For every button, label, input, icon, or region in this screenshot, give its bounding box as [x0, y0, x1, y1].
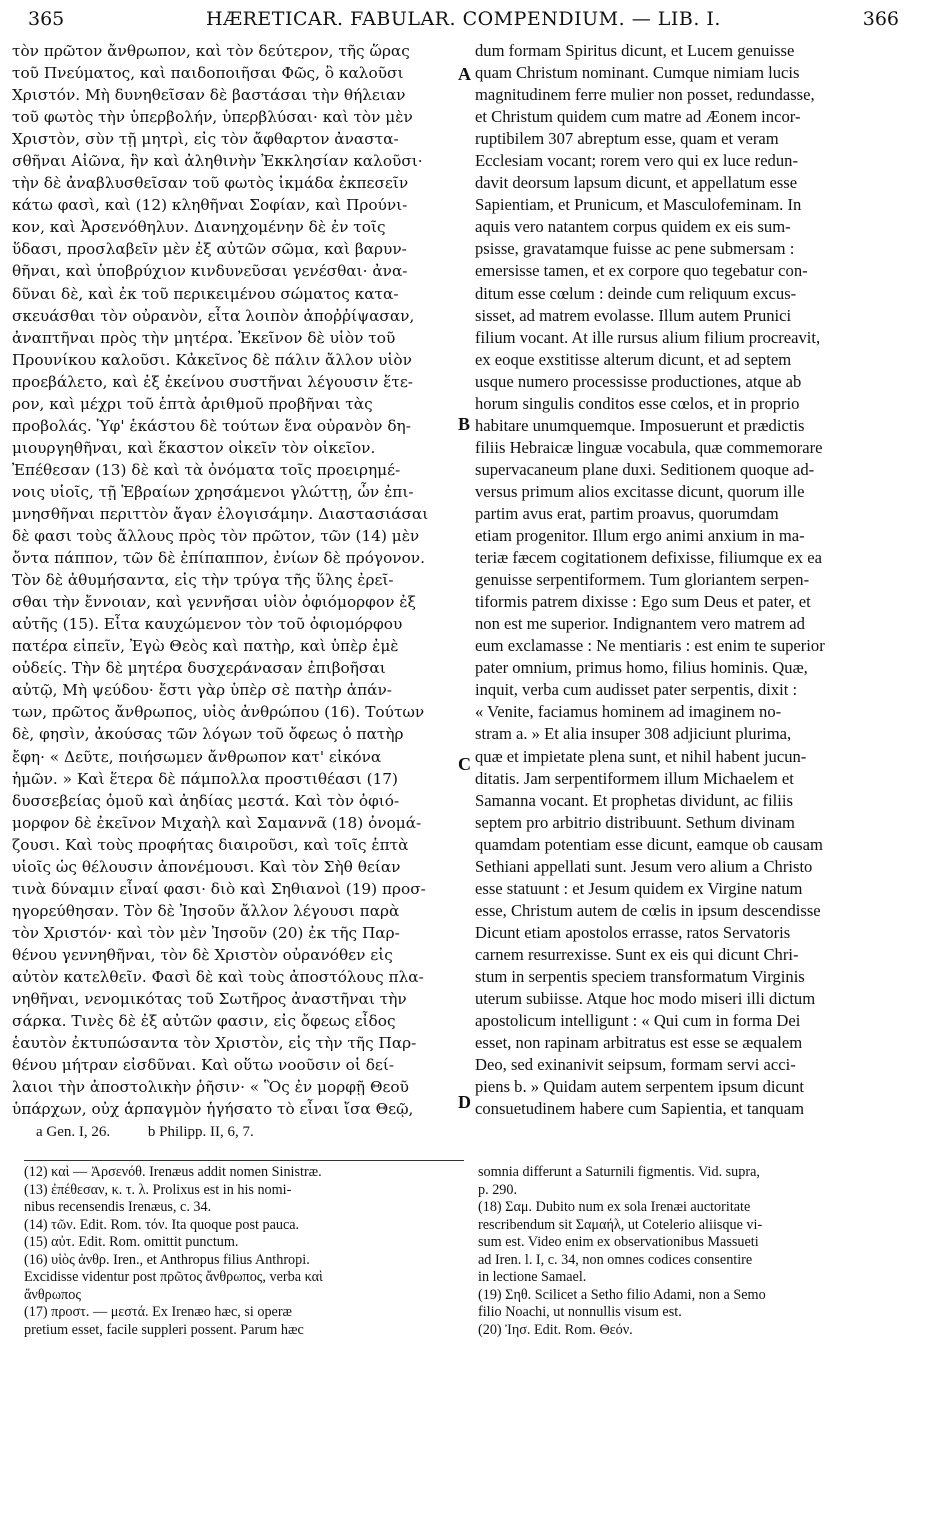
greek-text-line: οὐδείς. Τὴν δὲ μητέρα δυσχεράνασαν ἐπιβοῆσαι — [12, 659, 386, 678]
note-line: somnia differunt a Saturnili figmentis. Vid. supra, — [478, 1164, 760, 1180]
latin-text-line: davit deorsum lapsum dicunt, et appellatum esse — [475, 173, 798, 193]
greek-text-line: μνησθῆναι περιττὸν ἄγαν ἐλογισάμην. Διαστασιάσαι — [12, 504, 429, 523]
note-line: ἄνθρωπος — [24, 1286, 81, 1303]
note-line: rescribendum sit Σαμαήλ, ut Cotelerio aliisque vi- — [478, 1216, 763, 1233]
greek-text-line: νηθῆναι, νενομικότας τοῦ Σωτῆρος ἀναστῆναι τὴν — [12, 990, 407, 1009]
latin-text-line: esse statuunt : et Jesum quidem ex Virgine natum — [475, 878, 803, 898]
greek-text-line: θένου μήτραν εἰσδῦναι. Καὶ οὕτω νοοῦσιν οἱ δεί- — [12, 1056, 394, 1075]
note-line: sum est. Video enim ex observationibus Massueti — [478, 1234, 759, 1250]
latin-text-line: ruptibilem 307 abreptum esse, quam et veram — [475, 129, 779, 149]
latin-text-line: partim avus erat, partim proavus, quorumdam — [475, 503, 779, 523]
margin-marker-b: B — [458, 414, 471, 434]
greek-text-line: ἀναπτῆναι πρὸς τὴν μητέρα. Ἐκεῖνον δὲ υἱὸν τοῦ — [12, 328, 396, 347]
greek-text-line: ὑπάρχων, οὐχ ἁρπαγμὸν ἡγήσατο τὸ εἶναι ἴσα Θεῷ, — [12, 1100, 414, 1119]
latin-text-line: quam Christum nominant. Cumque nimiam lucis — [475, 63, 800, 83]
latin-text-line: piens b. » Quidam autem serpentem ipsum dicunt — [475, 1077, 805, 1097]
greek-text-line: τινὰ δύναμιν εἶναί φασι· διὸ καὶ Σηθιανοὶ (19) προσ- — [12, 879, 426, 898]
latin-text-line: filiis Hebraicæ linguæ vocabula, quæ commemorare — [475, 437, 823, 457]
greek-text-line: σθῆναι Αἰῶνα, ἣν καὶ ἀληθινὴν Ἐκκλησίαν καλοῦσι· — [12, 152, 423, 171]
latin-text-line: carnem resurrexisse. Sunt ex eis qui dicunt Chri- — [475, 944, 799, 964]
note-line: (14) τῶν. Edit. Rom. τόν. Ita quoque post pauca. — [24, 1216, 300, 1233]
footnote-ref-a: a Gen. I, 26. — [36, 1124, 111, 1140]
latin-text-line: ditatis. Jam serpentiformem illum Michaelem et — [475, 768, 794, 788]
greek-text-line: ηγορεύθησαν. Τὸν δὲ Ἰησοῦν ἄλλον λέγουσι παρὰ — [12, 901, 400, 920]
greek-text-column — [12, 40, 466, 1120]
latin-text-line: septem pro arbitrio distribuunt. Sethum divinam — [475, 812, 795, 832]
greek-text-line: Ἐπέθεσαν (13) δὲ καὶ τὰ ὀνόματα τοῖς προειρημέ- — [12, 460, 401, 479]
greek-text-line: νοις υἱοῖς, τῇ Ἑβραίων χρησάμενοι γλώττῃ, ὧν ἐπι- — [12, 482, 414, 501]
greek-text-line: αὐτῷ, Μὴ ψεύδου· ἔστι γὰρ ὑπὲρ σὲ πατὴρ ἁπάν- — [12, 681, 392, 700]
latin-text-line: versus primum alios excitasse dicunt, quorum ille — [475, 481, 805, 501]
greek-text-line: τοῦ φωτὸς τὴν ὑπερβολήν, ὑπερβλύσαι· καὶ τὸν μὲν — [12, 108, 413, 127]
latin-text-column — [475, 40, 915, 1120]
latin-text-line: Sapientiam, et Prunicum, et Masculofeminam. In — [475, 195, 802, 215]
greek-text-line: Τὸν δὲ ἀθυμήσαντα, εἰς τὴν τρύγα τῆς ὕλης ἐρεῖ- — [12, 571, 394, 590]
greek-text-line: πατέρα εἰπεῖν, Ἐγὼ Θεὸς καὶ πατὴρ, καὶ ὑπὲρ ἐμὲ — [12, 637, 399, 656]
latin-text-line: stum in serpentis speciem transformatum Virginis — [475, 966, 805, 986]
margin-marker-a: A — [458, 64, 471, 84]
latin-text-line: habitare unumquemque. Imposuerunt et prædictis — [475, 415, 805, 435]
latin-text-line: quæ et impietate plena sunt, et nihil habent jucun- — [475, 746, 807, 766]
greek-text-line: μορφον δὲ ἐκεῖνον Μιχαὴλ καὶ Σαμαννᾶ (18) ὀνομά- — [12, 813, 422, 832]
greek-text-line: ἔφη· « Δεῦτε, ποιήσωμεν ἄνθρωπον κατ' εἰκόνα — [12, 747, 382, 766]
greek-text-line: σάρκα. Τινὲς δὲ ἐξ αὐτῶν φασιν, εἰς ὄφεως εἶδος — [12, 1012, 396, 1031]
latin-text-line: apostolicum intelligunt : « Qui cum in forma Dei — [475, 1011, 801, 1031]
note-line: (17) προστ. — μεστά. Ex Irenæo hæc, si operæ — [24, 1304, 293, 1320]
greek-text-line: σκευάσθαι τὸν οὐρανὸν, εἶτα λοιπὸν ἀποῤῥίψασαν, — [12, 306, 415, 325]
latin-text-line: Deo, sed exinanivit seipsum, formam servi acci- — [475, 1055, 796, 1075]
latin-text-line: pater omnium, primus homo, filius hominis. Quæ, — [475, 658, 808, 678]
footnote-ref-b: b Philipp. II, 6, 7. — [147, 1124, 254, 1140]
right-page-number: 366 — [862, 8, 899, 30]
editorial-notes-right — [478, 1164, 918, 1339]
latin-text-line: Ecclesiam vocant; rorem vero qui ex luce redun- — [475, 151, 798, 171]
greek-text-line: αὐτὸν κατελθεῖν. Φασὶ δὲ καὶ τοὺς ἀποστόλους πλα- — [12, 967, 424, 986]
latin-text-line: genuisse serpentiformem. Tum gloriantem serpen- — [475, 570, 810, 590]
greek-text-line: τὸν Χριστόν· καὶ τὸν μὲν Ἰησοῦν (20) ἐκ τῆς Παρ- — [12, 923, 400, 942]
greek-text-line: προβολάς. Ὑφ' ἑκάστου δὲ τούτων ἕνα οὐρανὸν δη- — [12, 416, 411, 435]
latin-text-line: teriæ fæcem cogitationem defixisse, filiumque ex ea — [475, 548, 822, 568]
latin-text-line: « Venite, faciamus hominem ad imaginem no- — [475, 702, 782, 722]
note-line: Excidisse videntur post πρῶτος ἄνθρωπος, verba καὶ — [24, 1269, 323, 1285]
latin-text-line: filium vocant. At ille rursus alium filium procreavit, — [475, 327, 821, 347]
note-line: ad Iren. l. I, c. 34, non omnes codices consentire — [478, 1251, 753, 1268]
note-line: (19) Σηθ. Scilicet a Setho filio Adami, non a Semo — [478, 1286, 766, 1303]
greek-text-line: Χριστὸν, σὺν τῇ μητρὶ, εἰς τὸν ἄφθαρτον ἀναστα- — [12, 130, 399, 149]
latin-text-line: psisse, gravatamque fuisse ac pene submersam : — [475, 239, 795, 259]
note-line: (20) Ἰησ. Edit. Rom. Θεόν. — [478, 1321, 633, 1338]
greek-text-line: ἡμῶν. » Καὶ ἕτερα δὲ πάμπολλα προστιθέασι (17) — [12, 769, 398, 788]
latin-text-line: Samanna vocant. Et prophetas dividunt, ac filiis — [475, 790, 793, 810]
note-line: (13) ἐπέθεσαν, κ. τ. λ. Prolixus est in his nomi- — [24, 1181, 292, 1198]
latin-text-line: supervacaneum plane duxi. Seditionem quoque ad- — [475, 459, 815, 479]
editorial-notes-left — [24, 1164, 464, 1339]
greek-text-line: θῆναι, καὶ ὑποβρύχιον κινδυνεῦσαι γενέσθαι· ἀνα- — [12, 262, 408, 281]
latin-text-line: eum exclamasse : Ne mentiaris : est enim te superior — [475, 636, 825, 656]
note-line: filio Noachi, ut nonnullis visum est. — [478, 1304, 682, 1320]
latin-text-line: etiam progenitor. Illum ergo animi anxium in ma- — [475, 526, 805, 546]
latin-text-line: sisset, ad matrem evolasse. Illum autem Prunici — [475, 305, 792, 325]
greek-text-line: αὐτῆς (15). Εἶτα καυχώμενον τὸν τοῦ ὀφιομόρφου — [12, 615, 403, 634]
latin-text-line: consuetudinem habere cum Sapientia, et tanquam — [475, 1099, 804, 1119]
page-header — [28, 8, 899, 36]
note-line: (12) καὶ — Ἀρσενόθ. Irenæus addit nomen Sinistræ. — [24, 1164, 322, 1180]
latin-text-line: non est me superior. Indignantem vero matrem ad — [475, 614, 805, 634]
greek-text-line: τοῦ Πνεύματος, καὶ παιδοποιῆσαι Φῶς, ὃ καλοῦσι — [12, 64, 404, 83]
latin-text-line: ditum esse cœlum : deinde cum reliquum excus- — [475, 283, 797, 303]
latin-text-line: et Christum quidem cum matre ad Æonem incor- — [475, 107, 801, 127]
greek-text-line: ἑαυτὸν ἐκτυπώσαντα τὸν Χριστὸν, εἰς τὴν τῆς Παρ- — [12, 1034, 417, 1053]
greek-text-line: προεβάλετο, καὶ ἐξ ἐκείνου συστῆναι λέγουσιν ἕτε- — [12, 372, 413, 391]
greek-text-line: τὴν δὲ ἀναβλυσθεῖσαν τοῦ φωτὸς ἰκμάδα ἐκπεσεῖν — [12, 174, 409, 193]
greek-text-line: ὕδασι, προσλαβεῖν μὲν ἐξ αὐτῶν σῶμα, καὶ βαρυν- — [12, 240, 407, 259]
greek-text-line: κάτω φασὶ, καὶ (12) κληθῆναι Σοφίαν, καὶ Προύνι- — [12, 196, 408, 215]
note-line: pretium esset, facile suppleri possent. Parum hæc — [24, 1321, 304, 1338]
latin-text-line: dum formam Spiritus dicunt, et Lucem genuisse — [475, 41, 795, 60]
greek-text-line: τὸν πρῶτον ἄνθρωπον, καὶ τὸν δεύτερον, τῆς ὥρας — [12, 42, 410, 60]
notes-divider — [24, 1160, 464, 1161]
greek-text-line: Προυνίκου καλοῦσι. Κἀκεῖνος δὲ πάλιν ἄλλον υἱὸν — [12, 350, 412, 369]
margin-marker-d: D — [458, 1092, 471, 1112]
note-line: (16) υἱὸς ἀνθρ. Iren., et Anthropus filius Anthropi. — [24, 1251, 310, 1268]
latin-text-line: Dicunt etiam apostolos errasse, ratos Servatoris — [475, 922, 791, 942]
left-page-number: 365 — [28, 8, 65, 30]
latin-text-line: tiformis patrem dixisse : Ego sum Deus et pater, et — [475, 592, 811, 612]
greek-text-line: Χριστόν. Μὴ δυνηθεῖσαν δὲ βαστάσαι τὴν θήλειαν — [12, 86, 406, 105]
latin-text-line: inquit, verba cum audisset pater serpentis, dixit : — [475, 680, 798, 700]
running-title: HÆRETICAR. FABULAR. COMPENDIUM. — LIB. I. — [206, 8, 721, 30]
note-line: nibus recensendis Irenæus, c. 34. — [24, 1199, 212, 1215]
latin-text-line: Sethiani appellati sunt. Jesum vero alium a Christo — [475, 856, 813, 876]
greek-text-line: σθαι τὴν ἔννοιαν, καὶ γεννῆσαι υἱὸν ὀφιόμορφον ἐξ — [12, 593, 416, 612]
latin-text-line: esse, Christum autem de cœlis in ipsum descendisse — [475, 900, 821, 920]
greek-text-line: δυσσεβείας ὁμοῦ καὶ ἀηδίας μεστά. Καὶ τὸν ὀφιό- — [12, 791, 400, 810]
greek-text-line: λαιοι τὴν ἀποστολικὴν ῥῆσιν· « Ὃς ἐν μορφῇ Θεοῦ — [12, 1078, 409, 1097]
latin-text-line: stram a. » Et alia insuper 308 adjiciunt plurima, — [475, 724, 792, 744]
greek-text-line: ζουσι. Καὶ τοὺς προφήτας διαιροῦσι, καὶ τοῖς ἑπτὰ — [12, 835, 409, 854]
note-line: (15) αὐτ. Edit. Rom. omittit punctum. — [24, 1234, 239, 1250]
note-line: in lectione Samael. — [478, 1269, 587, 1285]
greek-text-line: δὲ, φησὶν, ἀκούσας τῶν λόγων τοῦ ὄφεως ὁ πατὴρ — [12, 725, 404, 744]
latin-text-line: horum singulis conditos esse cœlos, et in proprio — [475, 393, 800, 413]
greek-text-line: των, πρῶτος ἄνθρωπος, υἱὸς ἀνθρώπου (16). Τούτων — [12, 703, 425, 722]
latin-text-line: ex eoque exstitisse alterum dicunt, et ad septem — [475, 349, 792, 369]
greek-text-line: ὄντα πάππον, τῶν δὲ ἐπίπαππον, ἐνίων δὲ πρόγονον. — [12, 549, 425, 568]
note-line: (18) Σαμ. Dubito num ex sola Irenæi auctoritate — [478, 1199, 751, 1215]
latin-text-line: aquis vero natantem corpus quidem ex eis sum- — [475, 217, 791, 237]
greek-text-line: θένου γεννηθῆναι, τὸν δὲ Χριστὸν οὐρανόθεν εἰς — [12, 945, 393, 964]
latin-text-line: emersisse tamen, et ex corpore quo tegebatur con- — [475, 261, 808, 281]
greek-text-line: κον, καὶ Ἀρσενόθηλυν. Διανηχομένην δὲ ἐν τοῖς — [12, 218, 386, 237]
latin-text-line: magnitudinem ferre mulier non posset, redundasse, — [475, 85, 815, 105]
greek-text-line: δῦναι δὲ, καὶ ἐκ τοῦ περικειμένου σώματος κατα- — [12, 284, 399, 303]
latin-text-line: esset, non rapinam arbitratus est esse se æqualem — [475, 1033, 803, 1053]
latin-text-line: uterum subiisse. Atque hoc modo miseri illi dictum — [475, 989, 816, 1009]
note-line: p. 290. — [478, 1181, 518, 1198]
latin-text-line: quamdam potentiam esse dicunt, eamque ob causam — [475, 834, 823, 854]
greek-text-line: μιουργηθῆναι, καὶ ἕκαστον οἰκεῖν τὸν οἰκεῖον. — [12, 438, 376, 457]
greek-text-line: ρον, καὶ μέχρι τοῦ ἑπτὰ ἀριθμοῦ προβῆναι τὰς — [12, 394, 373, 413]
latin-text-line: usque numero processisse productiones, atque ab — [475, 371, 802, 391]
margin-marker-c: C — [458, 754, 471, 774]
footnote-references — [36, 1124, 288, 1141]
greek-text-line: δὲ φασι τοὺς ἄλλους πρὸς τὸν πρῶτον, τῶν (14) μὲν — [12, 527, 420, 546]
greek-text-line: υἱοῖς ὡς θέλουσιν ἀπονέμουσι. Καὶ τὸν Σὴθ θείαν — [12, 857, 401, 876]
